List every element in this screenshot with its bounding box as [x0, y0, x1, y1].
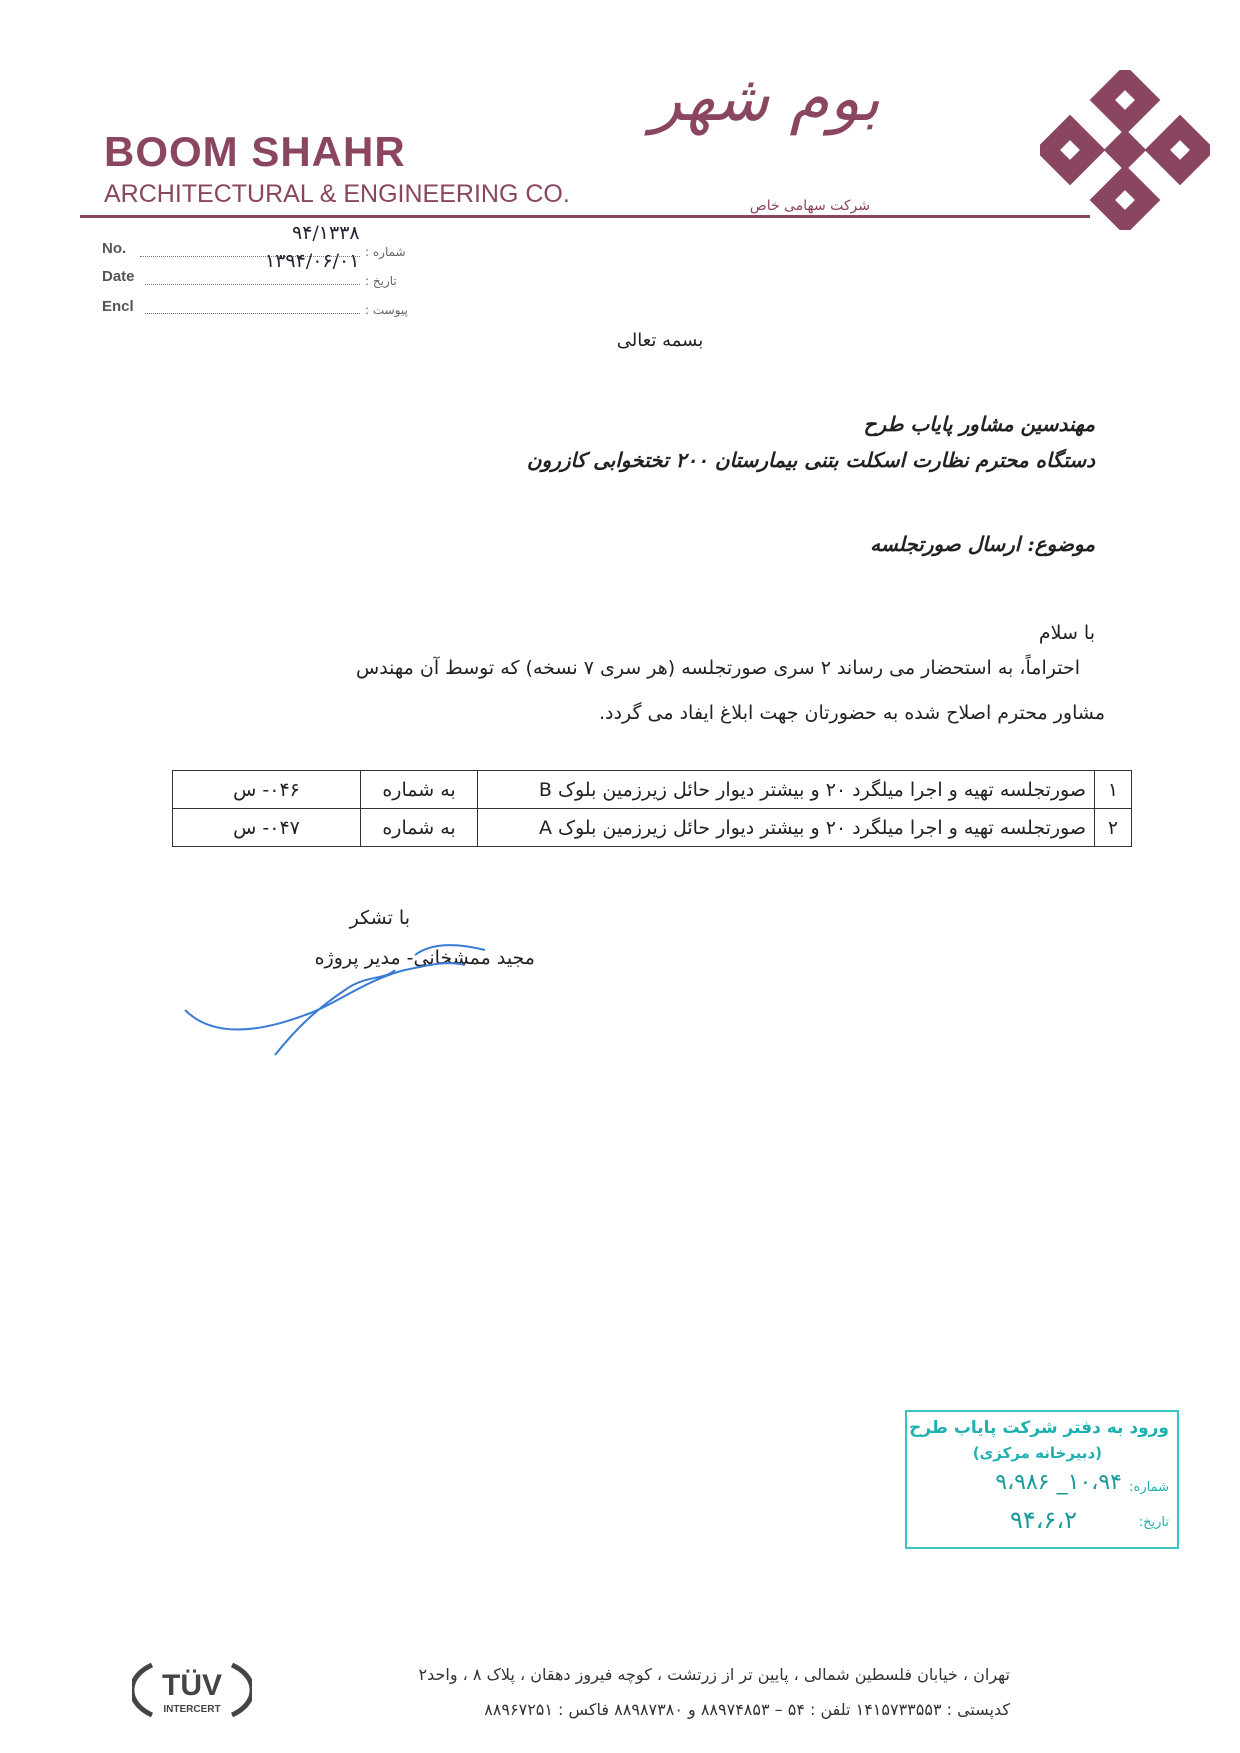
tuv-main-text: TÜV: [162, 1669, 222, 1702]
greeting: با سلام: [1038, 622, 1095, 644]
stamp-subtitle: (دبیرخانه مرکزی): [972, 1444, 1102, 1462]
stamp-number-label: شماره:: [1129, 1480, 1169, 1495]
row-number: ۱: [1095, 771, 1132, 809]
footer-address: تهران ، خیابان فلسطین شمالی ، پایین تر از زرتشت ، کوچه فیروز دهقان ، پلاک ۸ ، واحد۲: [418, 1665, 1010, 1684]
row-reference: ۰۴۶- س: [173, 771, 361, 809]
received-stamp: [905, 1410, 1179, 1549]
stamp-title: ورود به دفتر شرکت پایاب طرح: [909, 1418, 1169, 1438]
encl-label-fa: پیوست :: [365, 303, 408, 317]
header-divider: [80, 215, 1090, 218]
table-row: [173, 809, 1132, 847]
row-reference: ۰۴۷- س: [173, 809, 361, 847]
logo-subtitle: شرکت سهامی خاص: [749, 198, 870, 214]
closing: با تشکر: [349, 907, 410, 929]
row-label: به شماره: [361, 809, 478, 847]
footer-contact: کدپستی : ۱۴۱۵۷۳۳۵۵۳ تلفن : ۵۴ – ۸۸۹۷۴۸۵۳ و ۸۸۹۸۷۳۸۰ فاکس : ۸۸۹۶۷۲۵۱: [484, 1700, 1010, 1719]
letter-number: ۹۴/۱۳۳۸: [292, 222, 360, 244]
row-description: صورتجلسه تهیه و اجرا میلگرد ۲۰ و بیشتر دیوار حائل زیرزمین بلوک B: [478, 771, 1095, 809]
row-label: به شماره: [361, 771, 478, 809]
no-label-fa: شماره :: [365, 245, 406, 259]
body-line-2: مشاور محترم اصلاح شده به حضورتان جهت ابلاغ ایفاد می گردد.: [599, 702, 1105, 724]
logo-text: بوم شهر: [650, 62, 880, 136]
signature-scribble: [175, 930, 535, 1060]
company-logo-icon: [1040, 70, 1210, 230]
company-name: BOOM SHAHR: [104, 128, 406, 175]
letter-date: ۱۳۹۴/۰۶/۰۱: [265, 250, 360, 272]
no-label: No.: [102, 240, 127, 257]
recipient-line-2: دستگاه محترم نظارت اسکلت بتنی بیمارستان ۲۰۰ تختخوابی کازرون: [526, 448, 1095, 472]
subject: موضوع: ارسال صورتجلسه: [870, 532, 1095, 556]
recipient-line-1: مهندسین مشاور پایاب طرح: [863, 412, 1095, 436]
tuv-sub-text: INTERCERT: [163, 1704, 221, 1715]
company-subtitle: ARCHITECTURAL & ENGINEERING CO.: [104, 180, 570, 208]
table-row: [173, 771, 1132, 809]
row-number: ۲: [1095, 809, 1132, 847]
encl-label: Encl: [102, 298, 134, 315]
date-label: Date: [102, 268, 135, 285]
minutes-table: [172, 770, 1132, 847]
date-line: [145, 284, 360, 285]
encl-line: [145, 313, 360, 314]
stamp-date-label: تاریخ:: [1138, 1515, 1169, 1530]
body-line-1: احتراماً، به استحضار می رساند ۲ سری صورتجلسه (هر سری ۷ نسخه) که توسط آن مهندس: [356, 657, 1080, 679]
stamp-date: ۹۴،۶،۲: [1009, 1506, 1077, 1534]
stamp-number: ۱۰،۹۴_ ۹،۹۸۶: [995, 1470, 1122, 1495]
invocation: بسمه تعالی: [616, 330, 704, 351]
row-description: صورتجلسه تهیه و اجرا میلگرد ۲۰ و بیشتر دیوار حائل زیرزمین بلوک A: [478, 809, 1095, 847]
signatory: مجید ممشخانی- مدیر پروژه: [314, 947, 535, 969]
date-label-fa: تاریخ :: [365, 274, 397, 288]
